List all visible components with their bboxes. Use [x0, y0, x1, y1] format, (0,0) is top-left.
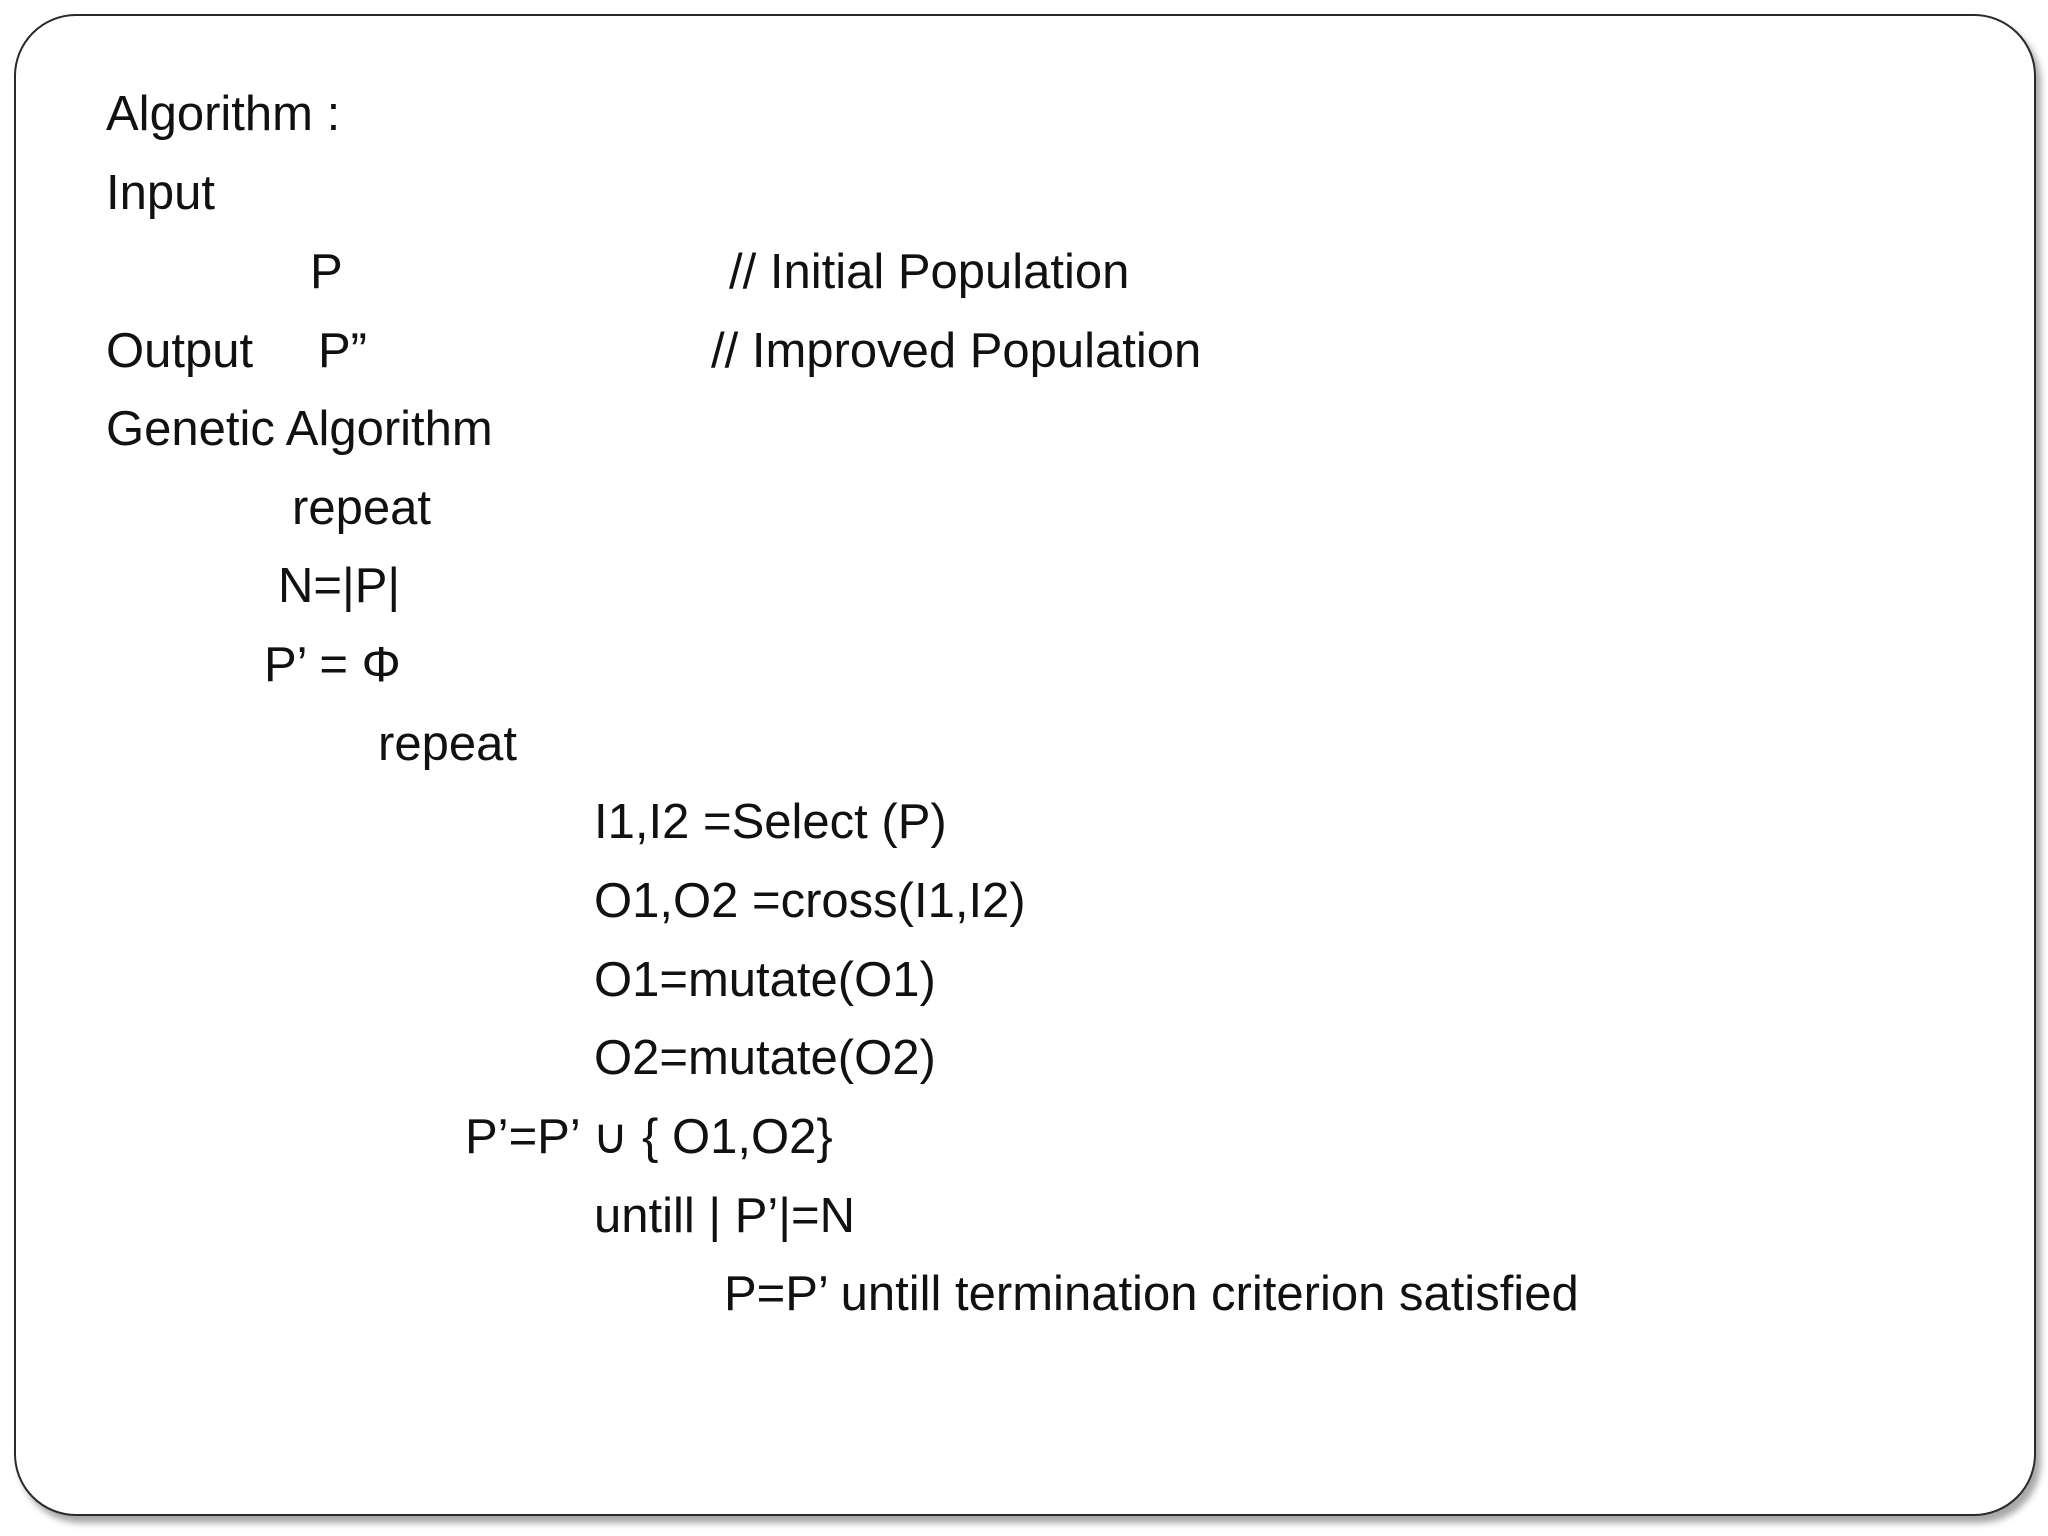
- select-line: I1,I2 =Select (P): [594, 795, 947, 849]
- output-comment: // Improved Population: [711, 324, 1202, 378]
- mutate-o2-line: O2=mutate(O2): [594, 1031, 936, 1085]
- n-assignment: N=|P|: [278, 559, 401, 613]
- mutate-o1-line: O1=mutate(O1): [594, 953, 936, 1007]
- outer-until-line: P=P’ untill termination criterion satisfied: [724, 1267, 1579, 1321]
- input-variable: P: [310, 245, 343, 299]
- input-label: Input: [106, 166, 215, 220]
- p-prime-init: P’ = Φ: [264, 638, 401, 692]
- inner-until-line: untill | P’|=N: [594, 1189, 856, 1243]
- cross-line: O1,O2 =cross(I1,I2): [594, 874, 1026, 928]
- input-comment: // Initial Population: [729, 245, 1130, 299]
- outer-repeat: repeat: [292, 481, 431, 535]
- inner-repeat: repeat: [378, 717, 517, 771]
- algorithm-heading: Algorithm :: [106, 87, 341, 141]
- union-line: P’=P’ ∪ { O1,O2}: [465, 1110, 833, 1164]
- output-label: Output: [106, 324, 254, 378]
- output-variable: P”: [318, 324, 367, 378]
- section-title: Genetic Algorithm: [106, 402, 493, 456]
